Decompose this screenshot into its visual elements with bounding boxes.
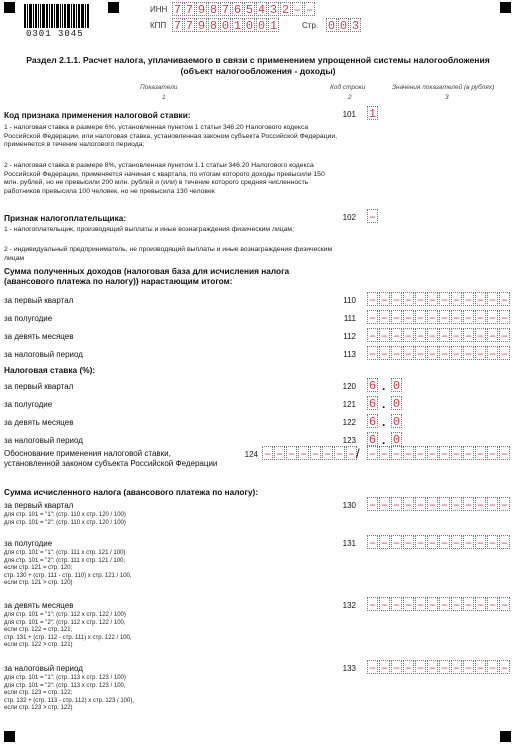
rate-frac-value: 0 — [392, 433, 401, 447]
tax-cell — [367, 497, 378, 511]
income-cell — [463, 310, 474, 324]
corner-marker-br — [500, 731, 511, 742]
tax-cell — [403, 597, 414, 611]
col-line-code: Код строки — [330, 84, 366, 91]
line-code-112: 112 — [343, 332, 356, 341]
rate-code-option-1: 1 - налоговая ставка в размере 6%, установленная пунктом 1 статьи 346.20 Налогового кодекса Российской Федерации, или налоговая ставка, установленная законом субъекта Российской Федерации, применяется в течение налогового периода; — [4, 124, 338, 149]
tax-cell — [427, 497, 438, 511]
kpp-cells-digit: 1 — [233, 19, 242, 33]
tax-cell — [499, 535, 510, 549]
rate-row-label: за полугодие — [4, 400, 53, 409]
income-cell — [367, 310, 378, 324]
inn-label: ИНН — [150, 5, 168, 14]
just-left-cell — [334, 446, 345, 460]
just-left-cell — [274, 446, 285, 460]
line-code-132: 132 — [342, 601, 356, 610]
tax-cell — [379, 535, 390, 549]
income-cell — [463, 328, 474, 342]
corner-marker-tm — [108, 2, 119, 13]
income-cell — [391, 328, 402, 342]
income-cell — [403, 346, 414, 360]
corner-marker-tr — [500, 2, 511, 13]
just-right-cell — [487, 446, 498, 460]
tax-cell — [391, 535, 402, 549]
income-cell — [499, 310, 510, 324]
income-cell — [439, 328, 450, 342]
line-code-121: 121 — [342, 400, 356, 409]
tax-cell — [475, 597, 486, 611]
taxpayer-field[interactable] — [367, 209, 379, 223]
tax-field-131[interactable] — [367, 535, 511, 549]
inn-field[interactable] — [172, 2, 316, 16]
rate-frac-value: 0 — [392, 379, 401, 393]
rate-int-field-123[interactable] — [367, 432, 379, 446]
income-cell — [439, 292, 450, 306]
just-right-cell — [475, 446, 486, 460]
income-row-label: за налоговый период — [4, 350, 83, 359]
kpp-cells-digit: 0 — [257, 19, 266, 33]
tax-cell — [463, 597, 474, 611]
line-code-130: 130 — [342, 501, 356, 510]
income-cell — [415, 328, 426, 342]
decimal-point: . — [382, 397, 386, 411]
rate-code-field[interactable] — [367, 106, 379, 120]
rate-frac-value: 0 — [392, 397, 401, 411]
just-right-cell — [451, 446, 462, 460]
page-cells-digit: 0 — [339, 19, 348, 33]
just-left-cell — [322, 446, 333, 460]
tax-cell — [463, 535, 474, 549]
tax-cell — [439, 535, 450, 549]
tax-cell — [487, 660, 498, 674]
income-cell — [391, 346, 402, 360]
line-code-131: 131 — [342, 539, 356, 548]
line-code-110: 110 — [343, 296, 356, 305]
tax-cell — [379, 497, 390, 511]
tax-cell — [367, 597, 378, 611]
line-code-111: 111 — [343, 314, 356, 323]
just-right-cell — [403, 446, 414, 460]
tax-cell — [487, 497, 498, 511]
income-cell — [367, 328, 378, 342]
col-num-1: 1 — [162, 94, 166, 101]
tax-cell — [391, 597, 402, 611]
inn-cells-digit: 6 — [233, 3, 242, 17]
line-code-113: 113 — [343, 350, 356, 359]
income-cell — [451, 328, 462, 342]
kpp-cells-digit: 1 — [269, 19, 278, 33]
income-cell — [391, 292, 402, 306]
tax-cell — [403, 535, 414, 549]
income-cell — [475, 310, 486, 324]
tax-cell — [475, 535, 486, 549]
rate-frac-field-120[interactable] — [391, 378, 403, 392]
inn-cells-digit: – — [305, 3, 314, 17]
justification-field-right[interactable] — [367, 446, 511, 460]
tax-cell — [463, 497, 474, 511]
income-cell — [487, 328, 498, 342]
inn-cells-digit: 5 — [245, 3, 254, 17]
income-cell — [379, 292, 390, 306]
income-field-113[interactable] — [367, 346, 511, 360]
tax-cell — [427, 535, 438, 549]
tax-cell — [415, 597, 426, 611]
rate-int-value: 6 — [368, 397, 377, 411]
rate-int-field-121[interactable] — [367, 396, 379, 410]
inn-cells-digit: 7 — [221, 3, 230, 17]
taxpayer-heading: Признак налогоплательщика: — [4, 213, 127, 223]
tax-cell — [427, 660, 438, 674]
just-left-cell — [286, 446, 297, 460]
decimal-point: . — [382, 433, 386, 447]
tax-cell — [475, 660, 486, 674]
tax-cell — [367, 660, 378, 674]
inn-cells-digit: 7 — [185, 3, 194, 17]
income-row-label: за первый квартал — [4, 296, 74, 305]
tax-cell — [415, 660, 426, 674]
income-field-110[interactable] — [367, 292, 511, 306]
income-cell — [427, 346, 438, 360]
line-code-122: 122 — [342, 418, 356, 427]
barcode-number: 0301 3045 — [26, 29, 84, 39]
just-right-cell — [379, 446, 390, 460]
income-cell — [415, 310, 426, 324]
income-cell — [427, 328, 438, 342]
inn-cells-digit: 8 — [209, 3, 218, 17]
inn-cells-digit: – — [293, 3, 302, 17]
tax-cell — [379, 597, 390, 611]
inn-cells-digit: 3 — [269, 3, 278, 17]
tax-cell — [451, 497, 462, 511]
rate-heading: Налоговая ставка (%): — [4, 365, 96, 375]
income-cell — [427, 292, 438, 306]
inn-cells-digit: 4 — [257, 3, 266, 17]
just-right-cell — [415, 446, 426, 460]
line-code-101: 101 — [342, 110, 356, 119]
tax-cell — [499, 497, 510, 511]
tax-field-132[interactable] — [367, 597, 511, 611]
rate-frac-field-123[interactable] — [391, 432, 403, 446]
line-code-123: 123 — [342, 436, 356, 445]
just-right-cell — [499, 446, 510, 460]
income-cell — [499, 328, 510, 342]
just-right-cell — [439, 446, 450, 460]
rate-int-field-122[interactable] — [367, 414, 379, 428]
just-right-cell — [367, 446, 378, 460]
income-cell — [439, 310, 450, 324]
tax-formula: для стр. 101 = "1": (стр. 111 х стр. 121 / 100) для стр. 101 = "2": (стр. 111 х стр. 121 / 100, если стр. 121 = стр. 120; стр. 130 + (стр. 111 - стр. 110) х стр. 121 / 100, если стр. 121 > стр. 120) — [4, 550, 132, 586]
income-cell — [463, 292, 474, 306]
tax-row-label: за девять месяцев — [4, 601, 74, 610]
tax-cell — [403, 497, 414, 511]
col-num-2: 2 — [348, 94, 352, 101]
income-cell — [379, 346, 390, 360]
inn-cells-digit: 7 — [173, 3, 182, 17]
income-cell — [499, 346, 510, 360]
col-num-3: 3 — [445, 94, 449, 101]
tax-cell — [499, 597, 510, 611]
rate-code-option-2: 2 - налоговая ставка в размере 8%, установленная пунктом 1.1 статьи 346.20 Налогового кодекса Российской Федерации, применяется начиная с квартала, по итогам которого доходы превысили 150 млн. рублей, но не превысили 200 млн. рублей и (или) в течение которого средняя численность работников превысила 100 человек, но не превысила 130 человек — [4, 162, 325, 195]
tax-cell — [403, 660, 414, 674]
tax-cell — [379, 660, 390, 674]
tax-formula: для стр. 101 = "1": (стр. 110 х стр. 120 / 100) для стр. 101 = "2": (стр. 110 х стр. 120 / 100) — [4, 512, 126, 526]
tax-cell — [451, 535, 462, 549]
income-field-111[interactable] — [367, 310, 511, 324]
taxpayer-option-2: 2 - индивидуальный предприниматель, не производящий выплаты и иные вознаграждения физическим лицам — [4, 246, 333, 262]
rate-frac-value: 0 — [392, 415, 401, 429]
tax-heading: Сумма исчисленного налога (авансового платежа по налогу): — [4, 487, 259, 497]
just-left-cell — [310, 446, 321, 460]
barcode — [24, 4, 94, 28]
rate-row-label: за налоговый период — [4, 436, 83, 445]
col-indicators: Показатели — [140, 84, 178, 91]
income-cell — [439, 346, 450, 360]
income-cell — [379, 310, 390, 324]
income-cell — [415, 292, 426, 306]
tax-formula: для стр. 101 = "1": (стр. 113 х стр. 123 / 100) для стр. 101 = "2": (стр. 113 х стр. 123 / 100, если стр. 123 = стр. 122; стр. 132 + (стр. 113 - стр. 112) х стр. 123 / 100), если стр. 123 > стр. 122) — [4, 675, 135, 711]
income-cell — [475, 346, 486, 360]
income-cell — [451, 292, 462, 306]
income-row-label: за девять месяцев — [4, 332, 74, 341]
justification-field-left[interactable] — [262, 446, 358, 460]
kpp-cells-digit: 7 — [185, 19, 194, 33]
income-cell — [475, 292, 486, 306]
section-subtitle: (объект налогообложения - доходы) — [180, 66, 336, 76]
rate-int-value: 6 — [368, 415, 377, 429]
decimal-point: . — [382, 415, 386, 429]
tax-cell — [427, 597, 438, 611]
tax-cell — [463, 660, 474, 674]
tax-cell — [487, 597, 498, 611]
income-cell — [451, 346, 462, 360]
line-code-133: 133 — [342, 664, 356, 673]
rate-row-label: за первый квартал — [4, 382, 74, 391]
just-right-cell — [427, 446, 438, 460]
section-title: Раздел 2.1.1. Расчет налога, уплачиваемого в связи с применением упрощенной системы налогообложения — [26, 55, 490, 65]
kpp-cells-digit: 0 — [221, 19, 230, 33]
income-cell — [427, 310, 438, 324]
tax-formula: для стр. 101 = "1": (стр. 112 х стр. 122 / 100) для стр. 101 = "2": (стр. 112 х стр. 122 / 100, если стр. 122 = стр. 121; стр. 131 + (стр. 112 - стр. 111) х стр. 122 / 100, если стр. 122 > стр. 121) — [4, 612, 132, 648]
income-cell — [499, 292, 510, 306]
tax-cell — [487, 535, 498, 549]
kpp-cells-digit: 9 — [197, 19, 206, 33]
income-cell — [403, 310, 414, 324]
rate-code-value: 1 — [368, 107, 377, 121]
rate-code-heading: Код признака применения налоговой ставки: — [4, 110, 191, 120]
kpp-cells-digit: 0 — [245, 19, 254, 33]
tax-cell — [439, 597, 450, 611]
tax-row-label: за налоговый период — [4, 664, 83, 673]
just-right-cell — [391, 446, 402, 460]
tax-cell — [415, 535, 426, 549]
kpp-field[interactable] — [172, 18, 280, 32]
income-heading: Сумма полученных доходов (налоговая база для исчисления налога (авансового платежа по налогу)) нарастающим итогом: — [4, 266, 290, 286]
tax-field-130[interactable] — [367, 497, 511, 511]
tax-cell — [451, 597, 462, 611]
taxpayer-value: – — [368, 210, 377, 224]
tax-cell — [475, 497, 486, 511]
page-cells-digit: 0 — [327, 19, 336, 33]
income-cell — [487, 292, 498, 306]
income-cell — [403, 292, 414, 306]
rate-int-value: 6 — [368, 433, 377, 447]
kpp-cells-digit: 8 — [209, 19, 218, 33]
income-cell — [487, 310, 498, 324]
tax-cell — [415, 497, 426, 511]
inn-cells-digit: 9 — [197, 3, 206, 17]
just-left-cell — [298, 446, 309, 460]
just-right-cell — [463, 446, 474, 460]
tax-field-133[interactable] — [367, 660, 511, 674]
line-code-102: 102 — [342, 213, 356, 222]
income-cell — [415, 346, 426, 360]
income-cell — [475, 328, 486, 342]
page-cells-digit: 3 — [351, 19, 360, 33]
corner-marker-bl — [4, 731, 15, 742]
tax-cell — [367, 535, 378, 549]
rate-row-label: за девять месяцев — [4, 418, 74, 427]
just-left-cell — [262, 446, 273, 460]
kpp-label: КПП — [150, 21, 167, 30]
income-cell — [451, 310, 462, 324]
income-cell — [379, 328, 390, 342]
tax-cell — [391, 660, 402, 674]
tax-row-label: за первый квартал — [4, 501, 74, 510]
corner-marker-tl — [4, 2, 15, 13]
rate-int-value: 6 — [368, 379, 377, 393]
tax-cell — [439, 497, 450, 511]
income-cell — [391, 310, 402, 324]
rate-frac-field-121[interactable] — [391, 396, 403, 410]
income-cell — [403, 328, 414, 342]
taxpayer-option-1: 1 - налогоплательщик, производящий выплаты и иные вознаграждения физическим лицам; — [4, 226, 294, 233]
line-code-120: 120 — [342, 382, 356, 391]
page-label: Стр. — [302, 21, 319, 30]
income-cell — [463, 346, 474, 360]
tax-cell — [439, 660, 450, 674]
col-values: Значения показателей (в рублях) — [392, 84, 495, 91]
kpp-cells-digit: 7 — [173, 19, 182, 33]
income-field-112[interactable] — [367, 328, 511, 342]
tax-cell — [451, 660, 462, 674]
income-cell — [367, 346, 378, 360]
income-cell — [367, 292, 378, 306]
line-code-124: 124 — [244, 450, 258, 459]
page-number-field[interactable] — [326, 18, 362, 32]
justification-separator: / — [356, 446, 360, 461]
income-cell — [487, 346, 498, 360]
justification-label: Обоснование применения налоговой ставки, установленной законом субъекта Российской Федерации — [4, 449, 218, 468]
tax-row-label: за полугодие — [4, 539, 53, 548]
tax-cell — [391, 497, 402, 511]
tax-cell — [499, 660, 510, 674]
rate-frac-field-122[interactable] — [391, 414, 403, 428]
income-row-label: за полугодие — [4, 314, 53, 323]
rate-int-field-120[interactable] — [367, 378, 379, 392]
inn-cells-digit: 2 — [281, 3, 290, 17]
decimal-point: . — [382, 379, 386, 393]
